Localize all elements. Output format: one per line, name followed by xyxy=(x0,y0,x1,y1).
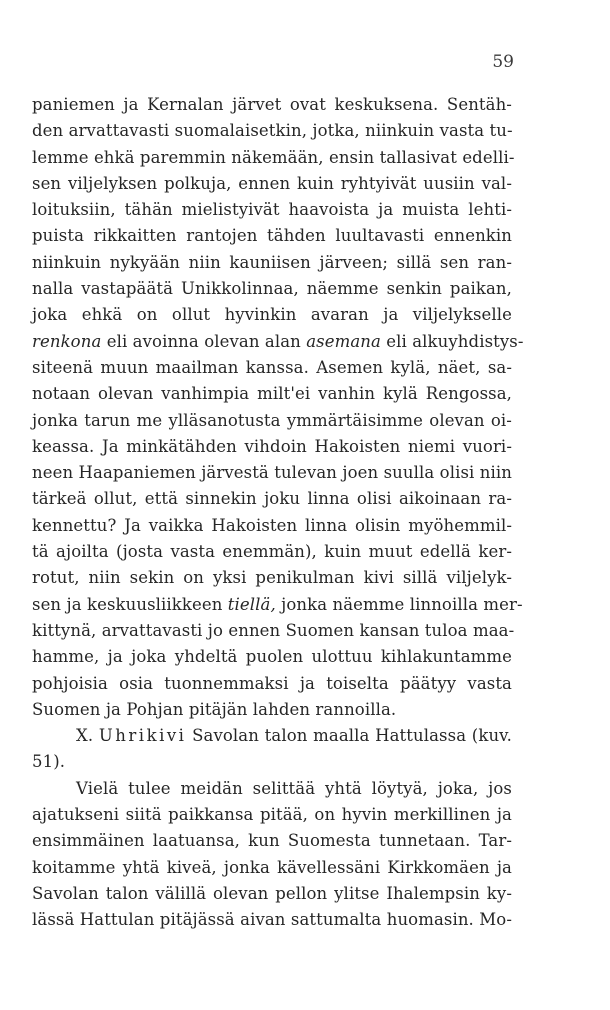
text-line: ajatukseni siitä paikkansa pitää, on hyvin merkillinen ja xyxy=(32,805,512,825)
text-line: Suomen ja Pohjan pitäjän lahden rannoilla. xyxy=(32,699,397,719)
italic-term: tiellä, xyxy=(227,594,276,614)
italic-term: renkona xyxy=(32,331,102,351)
section-heading-term: Uhrikivi xyxy=(98,726,187,746)
text-line: siteenä muun maailman kanssa. Asemen kylä, näet, sa- xyxy=(32,357,512,377)
text-line: notaan olevan vanhimpia milt'ei vanhin kylä Rengossa, xyxy=(32,384,512,404)
text-line: loituksiin, tähän mielistyivät haavoista ja muista lehti- xyxy=(32,200,512,220)
text-line: jonka tarun me ylläsanotusta ymmärtäisimme olevan oi- xyxy=(32,410,512,430)
text-line: joka ehkä on ollut hyvinkin avaran ja viljelykselle xyxy=(32,305,512,325)
text-line: puista rikkaitten rantojen tähden luultavasti ennenkin xyxy=(32,226,512,246)
text-line: niinkuin nykyään niin kauniisen järveen; sillä sen ran- xyxy=(32,252,512,272)
section-heading-line: X. Uhrikivi Savolan talon maalla Hattulassa (kuv. xyxy=(76,726,512,746)
text-line: koitamme yhtä kiveä, jonka kävellessäni Kirkkomäen ja xyxy=(32,857,512,877)
text-line: lemme ehkä paremmin näkemään, ensin tallasivat edelli- xyxy=(32,147,515,167)
text-line: den arvattavasti suomalaisetkin, jotka, niinkuin vasta tu- xyxy=(32,121,513,141)
text-line: pohjoisia osia tuonnemmaksi ja toiselta päätyy vasta xyxy=(32,673,512,693)
text-line: nalla vastapäätä Unikkolinnaa, näemme senkin paikan, xyxy=(32,279,512,299)
text-line: sen viljelyksen polkuja, ennen kuin ryhtyivät uusiin val- xyxy=(32,173,512,193)
text-line: 51). xyxy=(32,752,66,772)
italic-term: asemana xyxy=(306,331,381,351)
text-line: kittynä, arvattavasti jo ennen Suomen kansan tuloa maa- xyxy=(32,620,515,640)
text-line: paniemen ja Kernalan järvet ovat keskuksena. Sentäh- xyxy=(32,95,512,114)
text-line: tärkeä ollut, että sinnekin joku linna olisi aikoinaan ra- xyxy=(32,489,512,509)
text-line: keassa. Ja minkätähden vihdoin Hakoisten niemi vuori- xyxy=(32,436,512,456)
text-line: neen Haapaniemen järvestä tulevan joen suulla olisi niin xyxy=(32,463,512,483)
text-line: sen ja keskuusliikkeen tiellä, jonka näemme linnoilla mer- xyxy=(32,594,523,614)
text-line: rotut, niin sekin on yksi penikulman kivi sillä viljelyk- xyxy=(32,568,512,588)
page-number: 59 xyxy=(492,52,514,72)
text-line: tä ajoilta (josta vasta enemmän), kuin muut edellä ker- xyxy=(32,542,512,562)
text-line: ensimmäinen laatuansa, kun Suomesta tunnetaan. Tar- xyxy=(32,831,512,851)
text-line: kennettu? Ja vaikka Hakoisten linna olisin myöhemmil- xyxy=(32,515,512,535)
text-line: Savolan talon välillä olevan pellon ylitse Ihalempsin ky- xyxy=(32,883,512,903)
text-line: hamme, ja joka yhdeltä puolen ulottuu kihlakuntamme xyxy=(32,647,512,667)
body-text xyxy=(32,92,524,934)
text-line: Vielä tulee meidän selittää yhtä löytyä, joka, jos xyxy=(76,778,512,798)
text-line: renkona eli avoinna olevan alan asemana eli alkuyhdistys- xyxy=(32,331,524,351)
text-line: lässä Hattulan pitäjässä aivan sattumalta huomasin. Mo- xyxy=(32,910,512,930)
